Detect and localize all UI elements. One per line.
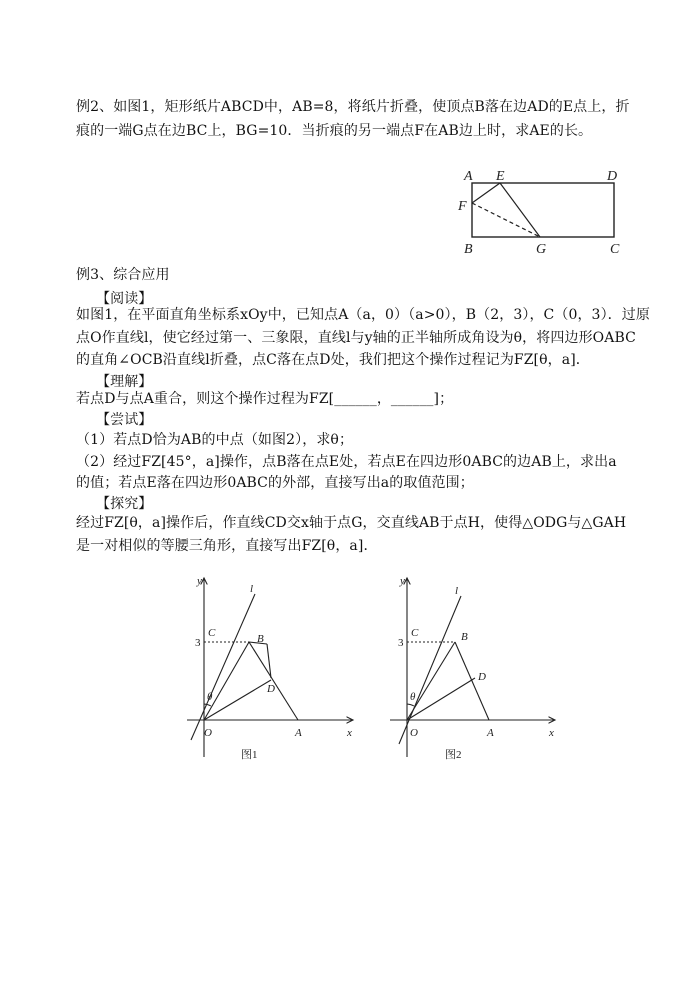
label-f: F xyxy=(458,199,467,214)
label-d: D xyxy=(607,169,618,184)
label-a: A xyxy=(464,169,473,184)
label-3: 3 xyxy=(195,637,201,649)
label-c: C xyxy=(610,242,620,257)
label-b: B xyxy=(464,242,473,257)
fold-line-fe xyxy=(472,183,500,203)
example2-text-line-1: 例2、如图1，矩形纸片ABCD中，AB=8，将纸片折叠，使顶点B落在边AD的E点上，折 xyxy=(76,99,630,115)
line-od xyxy=(407,678,475,720)
label-l: l xyxy=(250,583,254,595)
label-theta: θ xyxy=(207,691,213,703)
explore-line-2: 是一对相似的等腰三角形，直接写出FZ[θ，a]． xyxy=(76,538,378,554)
line-ab xyxy=(249,642,298,720)
label-l: l xyxy=(455,585,459,597)
line-l xyxy=(191,594,255,740)
label-a: A xyxy=(295,727,302,739)
try-heading: 【尝试】 xyxy=(96,412,153,428)
example2-rectangle-figure xyxy=(450,164,630,259)
crease-fg-dashed xyxy=(472,203,540,237)
try-line-1: （1）若点D恰为AB的中点（如图2），求θ； xyxy=(76,432,354,448)
label-c: C xyxy=(208,627,216,639)
line-ob xyxy=(204,642,249,720)
label-g: G xyxy=(536,242,547,257)
example3-title: 例3、综合应用 xyxy=(76,267,170,283)
label-e: E xyxy=(496,169,505,184)
explore-heading: 【探究】 xyxy=(96,496,153,512)
theta-arc xyxy=(407,704,414,706)
label-x: x xyxy=(347,727,352,739)
label-o: O xyxy=(410,727,418,739)
reading-line-3: 的直角∠OCB沿直线l折叠，点C落在点D处，我们把这个操作过程记为FZ[θ，a]． xyxy=(76,352,590,368)
try-line-2: （2）经过FZ[45°，a]操作，点B落在点E处，若点E在四边形0ABC的边AB上，求出a xyxy=(76,454,617,470)
label-y: y xyxy=(400,575,405,587)
figure-2-coordinate-diagram xyxy=(385,572,565,767)
figure-1-caption: 图1 xyxy=(241,749,258,761)
label-d: D xyxy=(478,671,486,683)
understand-heading: 【理解】 xyxy=(96,374,153,390)
label-c: C xyxy=(411,627,419,639)
explore-line-1: 经过FZ[θ，a]操作后，作直线CD交x轴于点G，交直线AB于点H，使得△ODG与△GAH xyxy=(76,515,627,531)
label-b: B xyxy=(257,633,264,645)
label-y: y xyxy=(197,575,202,587)
figure-1-coordinate-diagram xyxy=(183,572,363,767)
label-b: B xyxy=(461,631,468,643)
label-3: 3 xyxy=(398,637,404,649)
label-o: O xyxy=(204,727,212,739)
reading-heading: 【阅读】 xyxy=(96,291,153,307)
line-od xyxy=(204,680,271,720)
rectangle-abcd xyxy=(472,183,614,237)
figure-2-caption: 图2 xyxy=(445,749,462,761)
label-x: x xyxy=(549,727,554,739)
label-a: A xyxy=(487,727,494,739)
label-d: D xyxy=(267,683,275,695)
line-l xyxy=(399,596,461,744)
line-eg xyxy=(500,183,540,237)
label-theta: θ xyxy=(410,691,416,703)
try-line-3: 的值；若点E落在四边形0ABC的外部，直接写出a的取值范围； xyxy=(76,475,474,491)
reading-line-2: 点O作直线l，使它经过第一、三象限，直线l与y轴的正半轴所成角设为θ，将四边形OABC xyxy=(76,330,636,346)
line-ob xyxy=(407,642,455,720)
theta-arc xyxy=(204,704,211,706)
example2-text-line-2: 痕的一端G点在边BC上，BG=10．当折痕的另一端点F在AB边上时，求AE的长。 xyxy=(76,123,593,139)
understand-line: 若点D与点A重合，则这个操作过程为FZ[______，______]； xyxy=(76,391,454,407)
reading-line-1: 如图1，在平面直角坐标系xOy中，已知点A（a，0）（a>0），B（2，3），C（0，3）．过原 xyxy=(76,307,650,323)
